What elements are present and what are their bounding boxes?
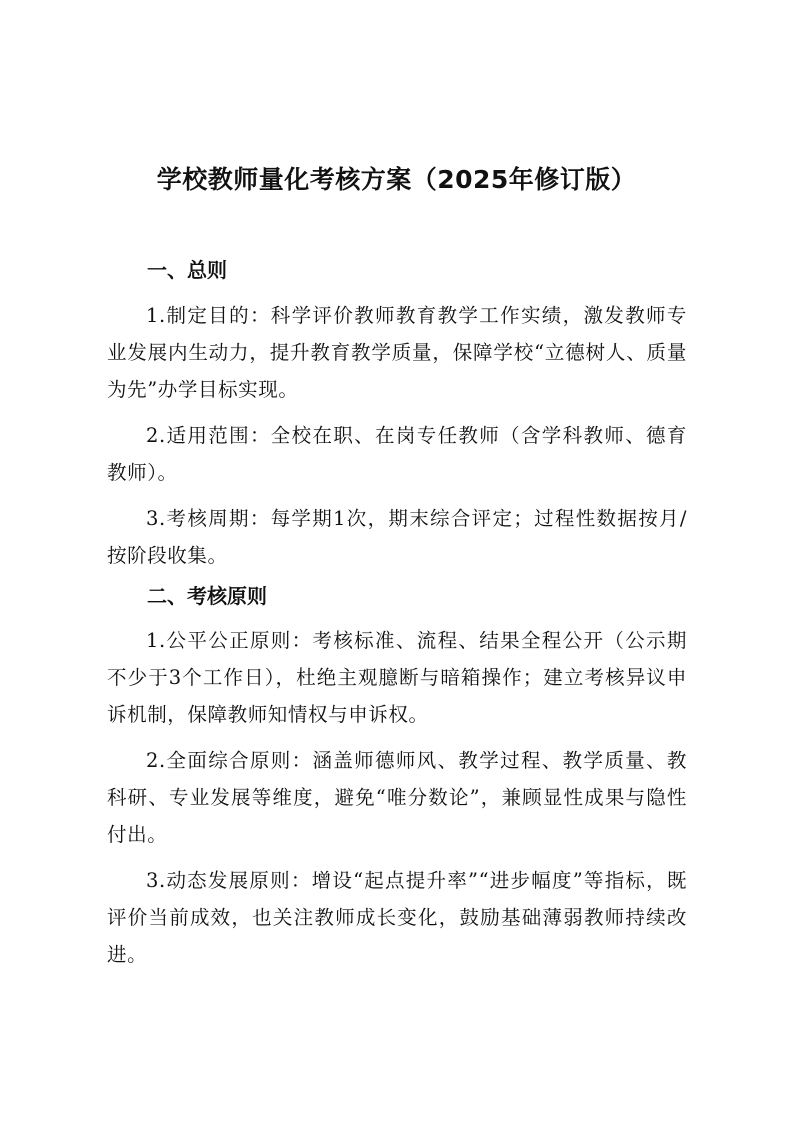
paragraph-comprehensive: 2.全面综合原则：涵盖师德师风、教学过程、教学质量、教科研、专业发展等维度，避免“唯分数论”，兼顾显性成果与隐性付出。 [107, 749, 687, 846]
paragraph-fairness: 1.公平公正原则：考核标准、流程、结果全程公开（公示期不少于3个工作日），杜绝主观臆断与暗箱操作；建立考核异议申诉机制，保障教师知情权与申诉权。 [107, 629, 687, 726]
section-heading-general: 一、总则 [147, 258, 227, 282]
paragraph-purpose: 1.制定目的：科学评价教师教育教学工作实绩，激发教师专业发展内生动力，提升教育教学质量，保障学校“立德树人、质量为先”办学目标实现。 [107, 304, 687, 401]
section-principles [107, 622, 687, 982]
section-general [107, 297, 687, 583]
section-heading-principles: 二、考核原则 [147, 584, 267, 608]
paragraph-scope: 2.适用范围：全校在职、在岗专任教师（含学科教师、德育教师）。 [107, 424, 687, 484]
paragraph-dynamic: 3.动态发展原则：增设“起点提升率”“进步幅度”等指标，既评价当前成效，也关注教师成长变化，鼓励基础薄弱教师持续改进。 [107, 869, 687, 966]
paragraph-cycle: 3.考核周期：每学期1次，期末综合评定；过程性数据按月/按阶段收集。 [107, 507, 687, 567]
document-title: 学校教师量化考核方案（2025年修订版） [156, 165, 637, 194]
